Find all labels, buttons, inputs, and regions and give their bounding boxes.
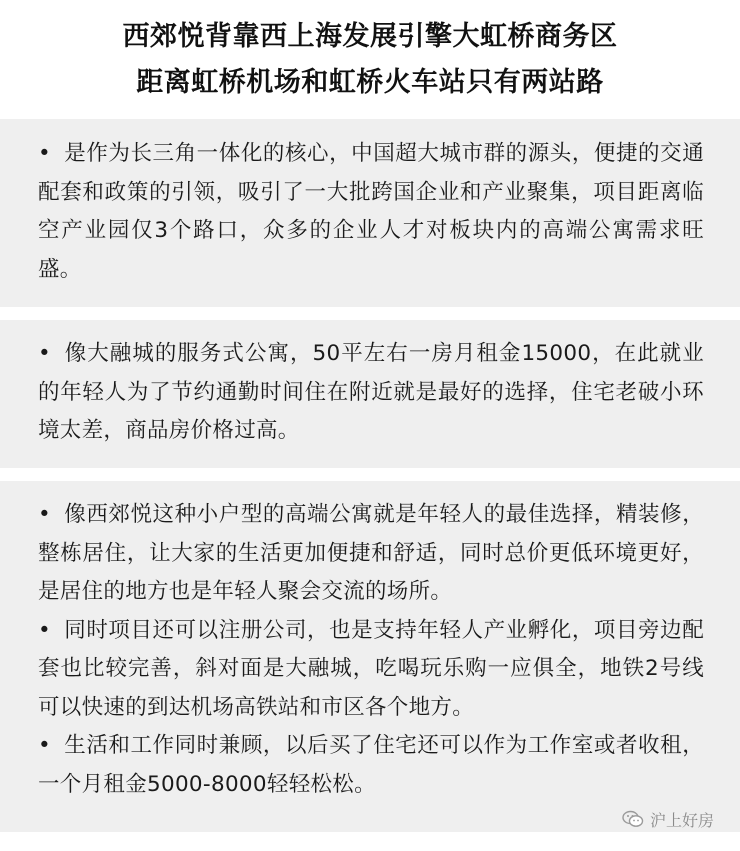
paragraph-text: 是作为长三角一体化的核心，中国超大城市群的源头，便捷的交通配套和政策的引领，吸引了一大批跨国企业和产业聚集，项目距离临空产业园仅3个路口，众多的企业人才对板块内的高端公寓需求旺盛。 bbox=[38, 141, 704, 282]
paragraph-text: 像西郊悦这种小户型的高端公寓就是年轻人的最佳选择，精装修，整栋居住，让大家的生活更加便捷和舒适，同时总价更低环境更好，是居住的地方也是年轻人聚会交流的场所。 bbox=[38, 502, 704, 604]
bullet-marker: • bbox=[38, 502, 51, 527]
paragraph-text: 生活和工作同时兼顾，以后买了住宅还可以作为工作室或者收租，一个月租金5000-8000轻轻松松。 bbox=[38, 733, 704, 797]
bullet-marker: • bbox=[38, 617, 51, 643]
bullet-paragraph bbox=[38, 727, 704, 804]
bullet-paragraph bbox=[38, 496, 704, 612]
paragraph-text: 同时项目还可以注册公司，也是支持年轻人产业孵化，项目旁边配套也比较完善，斜对面是大融城，吃喝玩乐购一应俱全，地铁2号线可以快速的到达机场高铁站和市区各个地方。 bbox=[38, 617, 704, 720]
bullet-paragraph bbox=[38, 135, 704, 289]
bullet-marker: • bbox=[38, 341, 51, 366]
info-card-1 bbox=[0, 119, 740, 307]
watermark bbox=[622, 808, 714, 830]
bullet-paragraph bbox=[38, 335, 704, 451]
article-title bbox=[0, 14, 740, 106]
info-card-3 bbox=[0, 481, 740, 832]
paragraph-text: 像大融城的服务式公寓，50平左右一房月租金15000，在此就业的年轻人为了节约通勤时间住在附近就是最好的选择，住宅老破小环境太差，商品房价格过高。 bbox=[38, 341, 704, 443]
bullet-marker: • bbox=[38, 733, 51, 758]
title-line-1: 西郊悦背靠西上海发展引擎大虹桥商务区 bbox=[122, 21, 618, 52]
bullet-paragraph bbox=[38, 612, 704, 728]
bullet-marker: • bbox=[38, 141, 51, 166]
watermark-text: 沪上好房 bbox=[649, 810, 714, 830]
title-line-2: 距离虹桥机场和虹桥火车站只有两站路 bbox=[136, 67, 604, 98]
info-card-2 bbox=[0, 320, 740, 468]
wechat-icon bbox=[622, 810, 644, 828]
